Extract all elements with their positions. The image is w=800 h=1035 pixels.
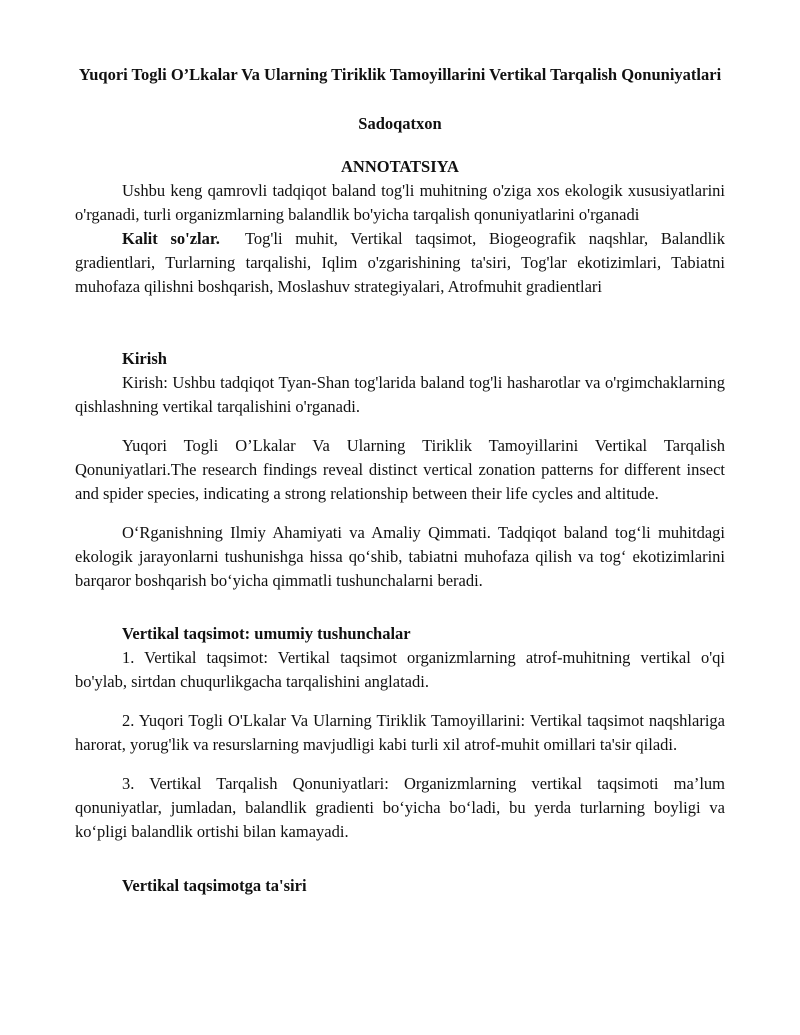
section-heading-vertical-influence: Vertikal taqsimotga ta'siri [122, 876, 307, 895]
abstract-heading: ANNOTATSIYA [341, 157, 459, 176]
paper-page [75, 63, 725, 898]
keywords-label: Kalit so'zlar. [122, 229, 220, 248]
keywords-paragraph [75, 227, 725, 299]
keywords-text: Tog'li muhit, Vertikal taqsimot, Biogeografik naqshlar, Balandlik gradientlari, Turlarning tarqalishi, Iqlim o'zgarishining ta'siri, Tog'lar ekotizimlari, Tabiatni muhofaza qilishni boshqarish, Moslashuv strategiyalari, Atrofmuhit gradientlari [75, 229, 725, 296]
section-paragraph: 3. Vertikal Tarqalish Qonuniyatlari: Organizmlarning vertikal taqsimoti ma’lum qonuniyatlar, jumladan, balandlik gradienti bo‘yicha bo‘ladi, bu yerda turlarning boyligi va ko‘pligi balandlik ortishi bilan kamayadi. [75, 774, 725, 841]
author-name: Sadoqatxon [358, 114, 442, 133]
abstract-text: Ushbu keng qamrovli tadqiqot baland tog'li muhitning o'ziga xos ekologik xususiyatlarini o'rganadi, turli organizmlarning balandlik bo'yicha tarqalish qonuniyatlarini o'rganadi [75, 181, 725, 224]
section-heading-vertical-distribution: Vertikal taqsimot: umumiy tushunchalar [122, 624, 411, 643]
intro-paragraph: O‘Rganishning Ilmiy Ahamiyati va Amaliy Qimmati. Tadqiqot baland tog‘li muhitdagi ekologik jarayonlarni tushunishga hissa qo‘shib, tabiatni muhofaza qilish va tog‘ ekotizimlarini barqaror boshqarish bo‘yicha qimmatli tushunchalarni beradi. [75, 523, 725, 590]
paper-title: Yuqori Togli O’Lkalar Va Ularning Tiriklik Tamoyillarini Vertikal Tarqalish Qonuniyatlari [78, 65, 722, 84]
section-paragraph: 2. Yuqori Togli O'Lkalar Va Ularning Tiriklik Tamoyillarini: Vertikal taqsimot naqshlariga harorat, yorug'lik va resurslarning mavjudligi kabi turli xil atrof-muhit omillari ta'sir qiladi. [75, 711, 725, 754]
intro-paragraph: Yuqori Togli O’Lkalar Va Ularning Tiriklik Tamoyillarini Vertikal Tarqalish Qonuniyatlari.The research findings reveal distinct vertical zonation patterns for different insect and spider species, indicating a strong relationship between their life cycles and altitude. [75, 436, 725, 503]
intro-paragraph: Kirish: Ushbu tadqiqot Tyan-Shan tog'larida baland tog'li hasharotlar va o'rgimchaklarning qishlashning vertikal tarqalishini o'rganadi. [75, 373, 725, 416]
section-paragraph: 1. Vertikal taqsimot: Vertikal taqsimot organizmlarning atrof-muhitning vertikal o'qi bo'ylab, sirtdan chuqurlikgacha tarqalishini anglatadi. [75, 648, 725, 691]
intro-heading: Kirish [122, 349, 167, 368]
